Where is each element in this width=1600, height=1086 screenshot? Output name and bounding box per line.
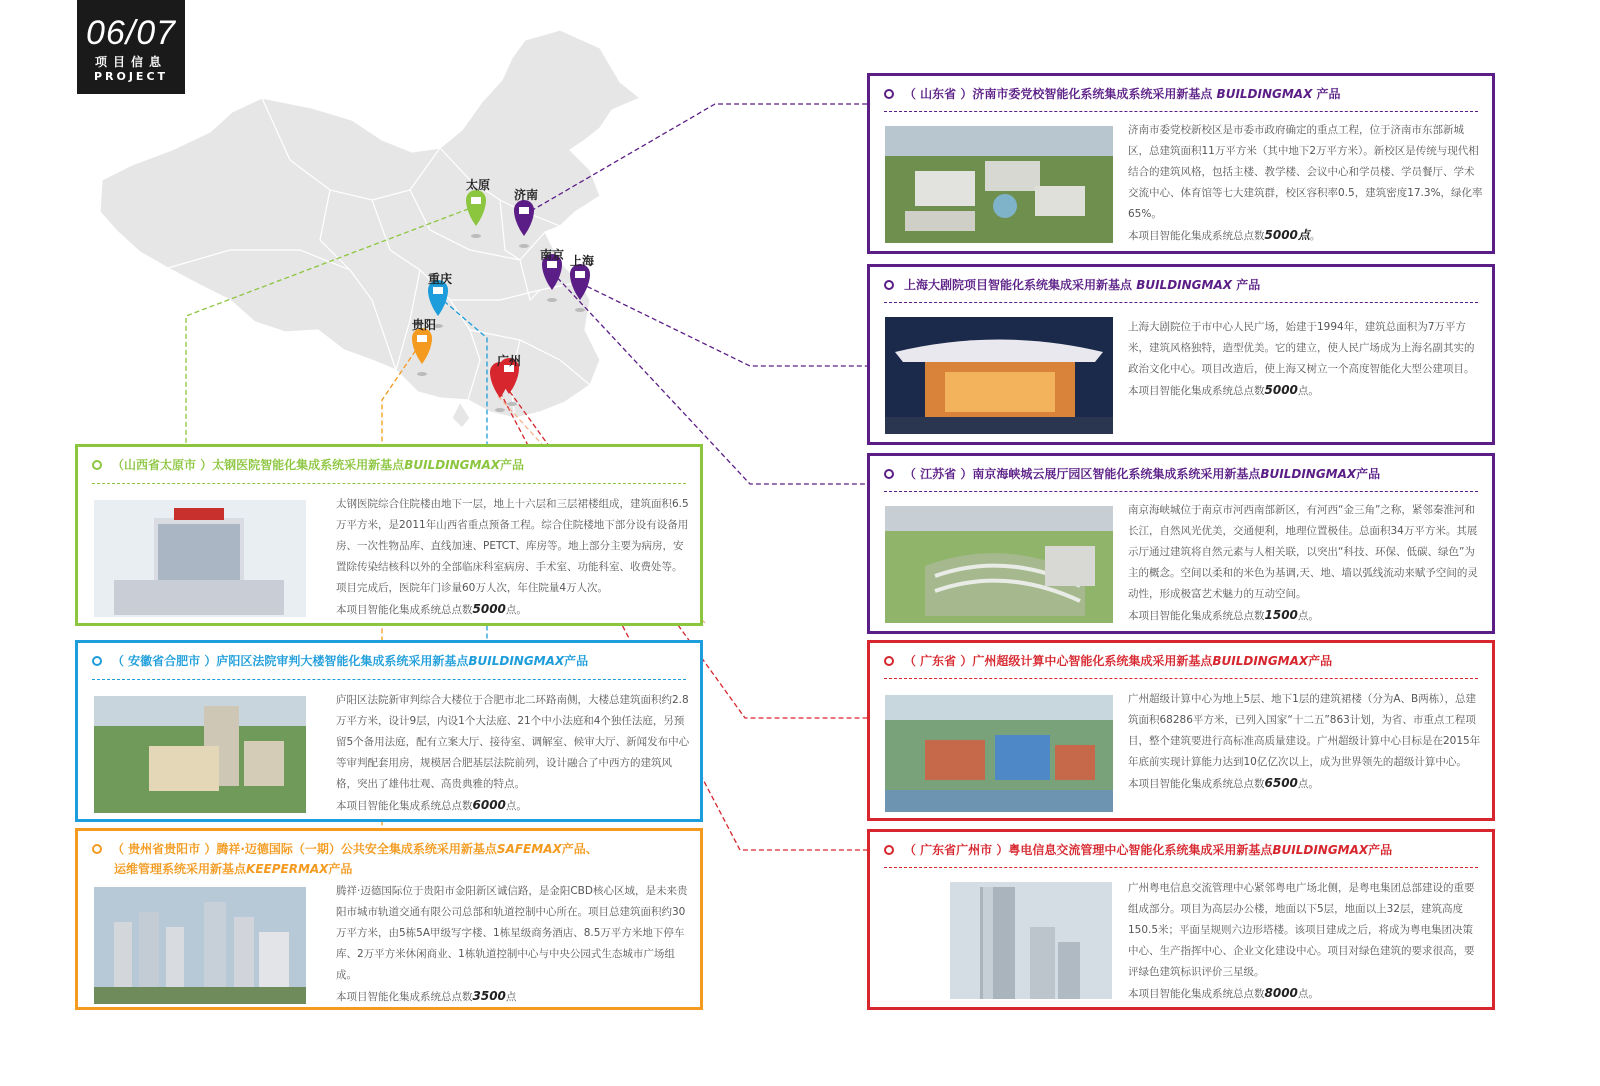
bullet-icon [884,845,894,855]
card-title: （ 安徽省合肥市 ）庐阳区法院审判大楼智能化集成系统采用新基点BUILDINGMAX产品 [92,651,686,671]
card-title: 上海大剧院项目智能化系统集成采用新基点 BUILDINGMAX 产品 [884,275,1478,295]
point-count: 本项目智能化集成系统总点数6000点。 [336,798,527,812]
hospital-photo [94,500,306,617]
bullet-icon [884,89,894,99]
divider [884,867,1478,868]
card-body: 南京海峡城位于南京市河西南部新区，有河西“金三角”之称，紧邻秦淮河和长江，自然风光优美，交通便利，地理位置极佳。总面积34万平方米。其展示厅通过建筑将自然元素与人相关联，以突出“科技、环保、低碳、绿色”为主的概念。空间以柔和的米色为基调,天、地、墙以弧线流动来赋予空间的灵动性，形成极富艺术魅力的互动空间。 本项目智能化集成系统总点数1500点。 [1128,500,1483,627]
pavilion-photo [885,506,1113,623]
card-body: 上海大剧院位于市中心人民广场，始建于1994年，建筑总面积为7万平方米，建筑风格独特，造型优美。它的建立，使人民广场成为上海名副其实的政治文化中心。项目改造后，使上海又树立一个高度智能化大型公建项目。 本项目智能化集成系统总点数5000点。 [1128,317,1483,402]
pin-label-shanghai: 上海 [570,254,595,268]
point-count: 本项目智能化集成系统总点数6500点。 [1128,776,1319,790]
bullet-icon [92,656,102,666]
point-count: 本项目智能化集成系统总点数5000点。 [336,602,527,616]
connector-shanghai [580,283,868,366]
point-count: 本项目智能化集成系统总点数3500点 [336,989,517,1003]
card-body: 太钢医院综合住院楼由地下一层，地上十六层和三层裙楼组成，建筑面积6.5万平方米，是2011年山西省重点预备工程。综合住院楼地下部分设有设备用房、一次性物品库、直线加速、PETCT、库房等。地上部分主要为病房，安置除传染结核科以外的全部临床科室病房、手术室、功能科室、收费处等。项目完成后，医院年门诊量60万人次，年住院量4万人次。 本项目智能化集成系统总点数5000点。 [336,494,691,621]
project-card-taiyuan [75,444,703,626]
divider [92,483,686,484]
divider [92,679,686,680]
project-card-guangzhou-supercomputer [867,640,1495,821]
project-card-guangzhou-yuedian [867,829,1495,1010]
card-body: 腾祥·迈德国际位于贵阳市金阳新区诚信路，是金阳CBD核心区域，是未来贵阳市城市轨道交通有限公司总部和轨道控制中心所在。项目总建筑面积约30万平方米，由5栋5A甲级写字楼、1栋星级商务酒店、8.5万平方米地下停车库、2万平方米休闲商业、1栋轨道控制中心与中央公园式生态城市广场组成。 本项目智能化集成系统总点数3500点 [336,881,691,1008]
card-body: 广州超级计算中心为地上5层、地下1层的建筑裙楼（分为A、B两栋），总建筑面积68286平方米，已列入国家“十二五”863计划，为省、市重点工程项目，整个建筑要进行高标准高质量建设。广州超级计算中心目标是在2015年年底前实现计算能力达到10亿亿次以上，成为世界领先的超级计算中心。 本项目智能化集成系统总点数6500点。 [1128,689,1483,795]
courthouse-photo [94,696,306,813]
card-body: 广州粤电信息交流管理中心紧邻粤电广场北侧，是粤电集团总部建设的重要组成部分。项目为高层办公楼，地面以下5层，地面以上32层，建筑高度150.5米；平面呈规则六边形塔楼。该项目建成之后，将成为粤电集团决策中心、生产指挥中心、企业文化建设中心。项目对绿色建筑的要求很高，要评绿色建筑标识评价三星级。 本项目智能化集成系统总点数8000点。 [1128,878,1483,1005]
divider [884,302,1478,303]
page-title-en: PROJECT [93,70,169,83]
project-card-jinan [867,73,1495,254]
point-count: 本项目智能化集成系统总点数8000点。 [1128,986,1319,1000]
project-card-guiyang [75,828,703,1010]
page-number: 06/07 [85,14,177,52]
tower-photo [950,882,1112,999]
bullet-icon [884,656,894,666]
point-count: 本项目智能化集成系统总点数5000点。 [1128,228,1321,242]
map-shape [100,30,640,428]
card-title: （ 广东省广州市 ）粤电信息交流管理中心智能化系统集成采用新基点BUILDINGMAX产品 [884,840,1478,860]
bullet-icon [92,460,102,470]
card-body: 济南市委党校新校区是市委市政府确定的重点工程，位于济南市东部新城区，总建筑面积11万平方米（其中地下2万平方米）。新校区是传统与现代相结合的建筑风格，包括主楼、教学楼、会议中心和学员楼、学员餐厅、学术交流中心、体育馆等七大建筑群，校区容积率0.5，建筑密度17.3%，绿化率65%。 本项目智能化集成系统总点数5000点。 [1128,120,1483,247]
pin-label-chongqing: 重庆 [428,272,453,286]
card-title: （ 广东省 ）广州超级计算中心智能化系统集成采用新基点BUILDINGMAX产品 [884,651,1478,671]
theatre-photo [885,317,1113,434]
divider [884,491,1478,492]
card-title: （山西省太原市 ）太钢医院智能化集成系统采用新基点BUILDINGMAX产品 [92,455,686,475]
project-card-shanghai [867,264,1495,445]
point-count: 本项目智能化集成系统总点数1500点。 [1128,608,1319,622]
divider [884,111,1478,112]
point-count: 本项目智能化集成系统总点数5000点。 [1128,383,1319,397]
divider [884,678,1478,679]
campus-photo [885,126,1113,243]
pin-label-guangzhou: 广州 [497,354,522,368]
page-title-cn: 项目信息 [94,55,167,69]
pin-label-taiyuan: 太原 [466,178,491,192]
cityscape-photo [94,887,306,1004]
card-title: （ 贵州省贵阳市 ）腾祥·迈德国际（一期）公共安全集成系统采用新基点SAFEMAX产品、 运维管理系统采用新基点KEEPERMAX产品 [92,839,686,879]
project-card-hefei [75,640,703,822]
card-body: 庐阳区法院新审判综合大楼位于合肥市北二环路南侧，大楼总建筑面积约2.8万平方米，设计9层，内设1个大法庭、21个中小法庭和4个独任法庭，另预留5个备用法庭，配有立案大厅、接待室、调解室、候审大厅、新闻发布中心等审判配套用房，规模居合肥基层法院前列，设计融合了中西方的建筑风格，突出了雄伟壮观、高贵典雅的特点。 本项目智能化集成系统总点数6000点。 [336,690,691,817]
bullet-icon [884,280,894,290]
supercomputer-photo [885,695,1113,812]
card-title: （ 江苏省 ）南京海峡城云展厅园区智能化系统集成系统采用新基点BUILDINGMAX产品 [884,464,1478,484]
pin-label-jinan: 济南 [514,188,539,202]
pin-label-guiyang: 贵阳 [412,318,437,332]
pin-label-nanjing: 南京 [540,248,565,262]
project-card-nanjing [867,453,1495,634]
card-title: （ 山东省 ）济南市委党校智能化系统集成系统采用新基点 BUILDINGMAX 产品 [884,84,1478,104]
bullet-icon [884,469,894,479]
bullet-icon [92,844,102,854]
